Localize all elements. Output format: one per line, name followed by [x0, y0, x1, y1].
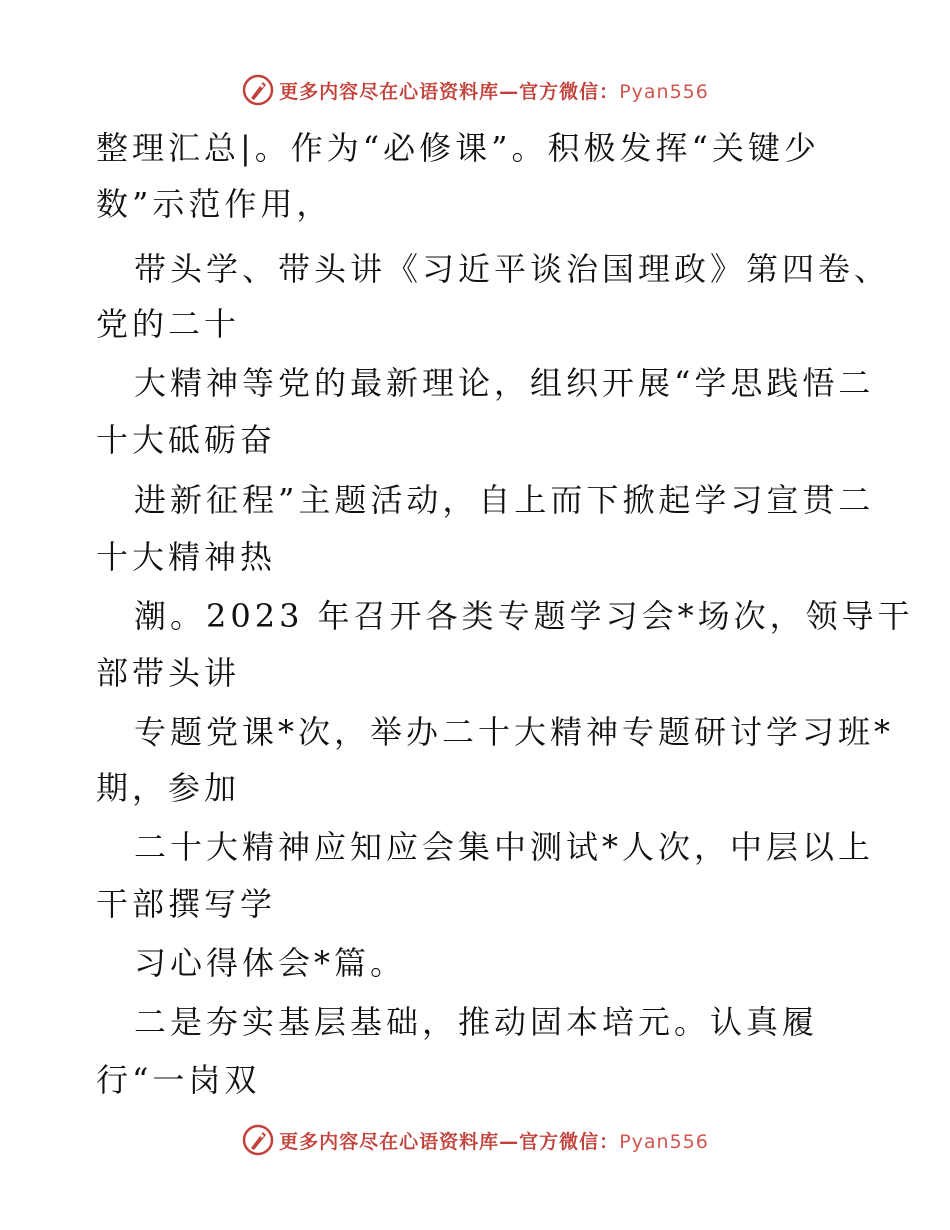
header-site-text: 更多内容尽在心语资料库	[279, 80, 500, 103]
body-line-1: 整理汇总|。作为“必修课”。积极发挥“关键少	[96, 129, 820, 167]
header-account: Pyan556	[619, 80, 709, 103]
body-line-16: 二是夯实基层基础，推动固本培元。认真履	[134, 1003, 819, 1041]
pen-nib-icon	[241, 73, 275, 107]
footer-dash: —	[499, 1130, 520, 1153]
body-line-2: 数”示范作用，	[96, 185, 333, 223]
body-line-11: 专题党课*次，举办二十大精神专题研讨学习班*	[134, 713, 895, 751]
body-line-15: 习心得体会*篇。	[134, 944, 407, 982]
pen-nib-icon	[241, 1123, 275, 1157]
body-line-9: 潮。2023 年召开各类专题学习会*场次，领导干	[134, 597, 914, 635]
body-line-7: 进新征程”主题活动，自上而下掀起学习宣贯二	[134, 481, 875, 519]
header-dash: —	[499, 80, 520, 103]
body-line-5: 大精神等党的最新理论，组织开展“学思践悟二	[134, 364, 875, 402]
body-line-4: 党的二十	[96, 305, 241, 343]
header-text	[279, 77, 709, 104]
body-line-17: 行“一岗双	[96, 1061, 261, 1099]
body-line-6: 十大砥砺奋	[96, 421, 277, 459]
footer-account: Pyan556	[619, 1130, 709, 1153]
header-banner	[0, 70, 950, 110]
body-line-3: 带头学、带头讲《习近平谈治国理政》第四卷、	[134, 250, 891, 288]
body-line-8: 十大精神热	[96, 538, 277, 576]
body-line-12: 期，参加	[96, 769, 241, 807]
footer-site-text: 更多内容尽在心语资料库	[279, 1130, 500, 1153]
footer-text	[279, 1127, 709, 1154]
header-official-label: 官方微信：	[519, 80, 620, 103]
body-line-10: 部带头讲	[96, 654, 241, 692]
body-line-14: 干部撰写学	[96, 885, 277, 923]
footer-banner	[0, 1120, 950, 1160]
footer-official-label: 官方微信：	[519, 1130, 620, 1153]
body-line-13: 二十大精神应知应会集中测试*人次，中层以上	[134, 828, 875, 866]
